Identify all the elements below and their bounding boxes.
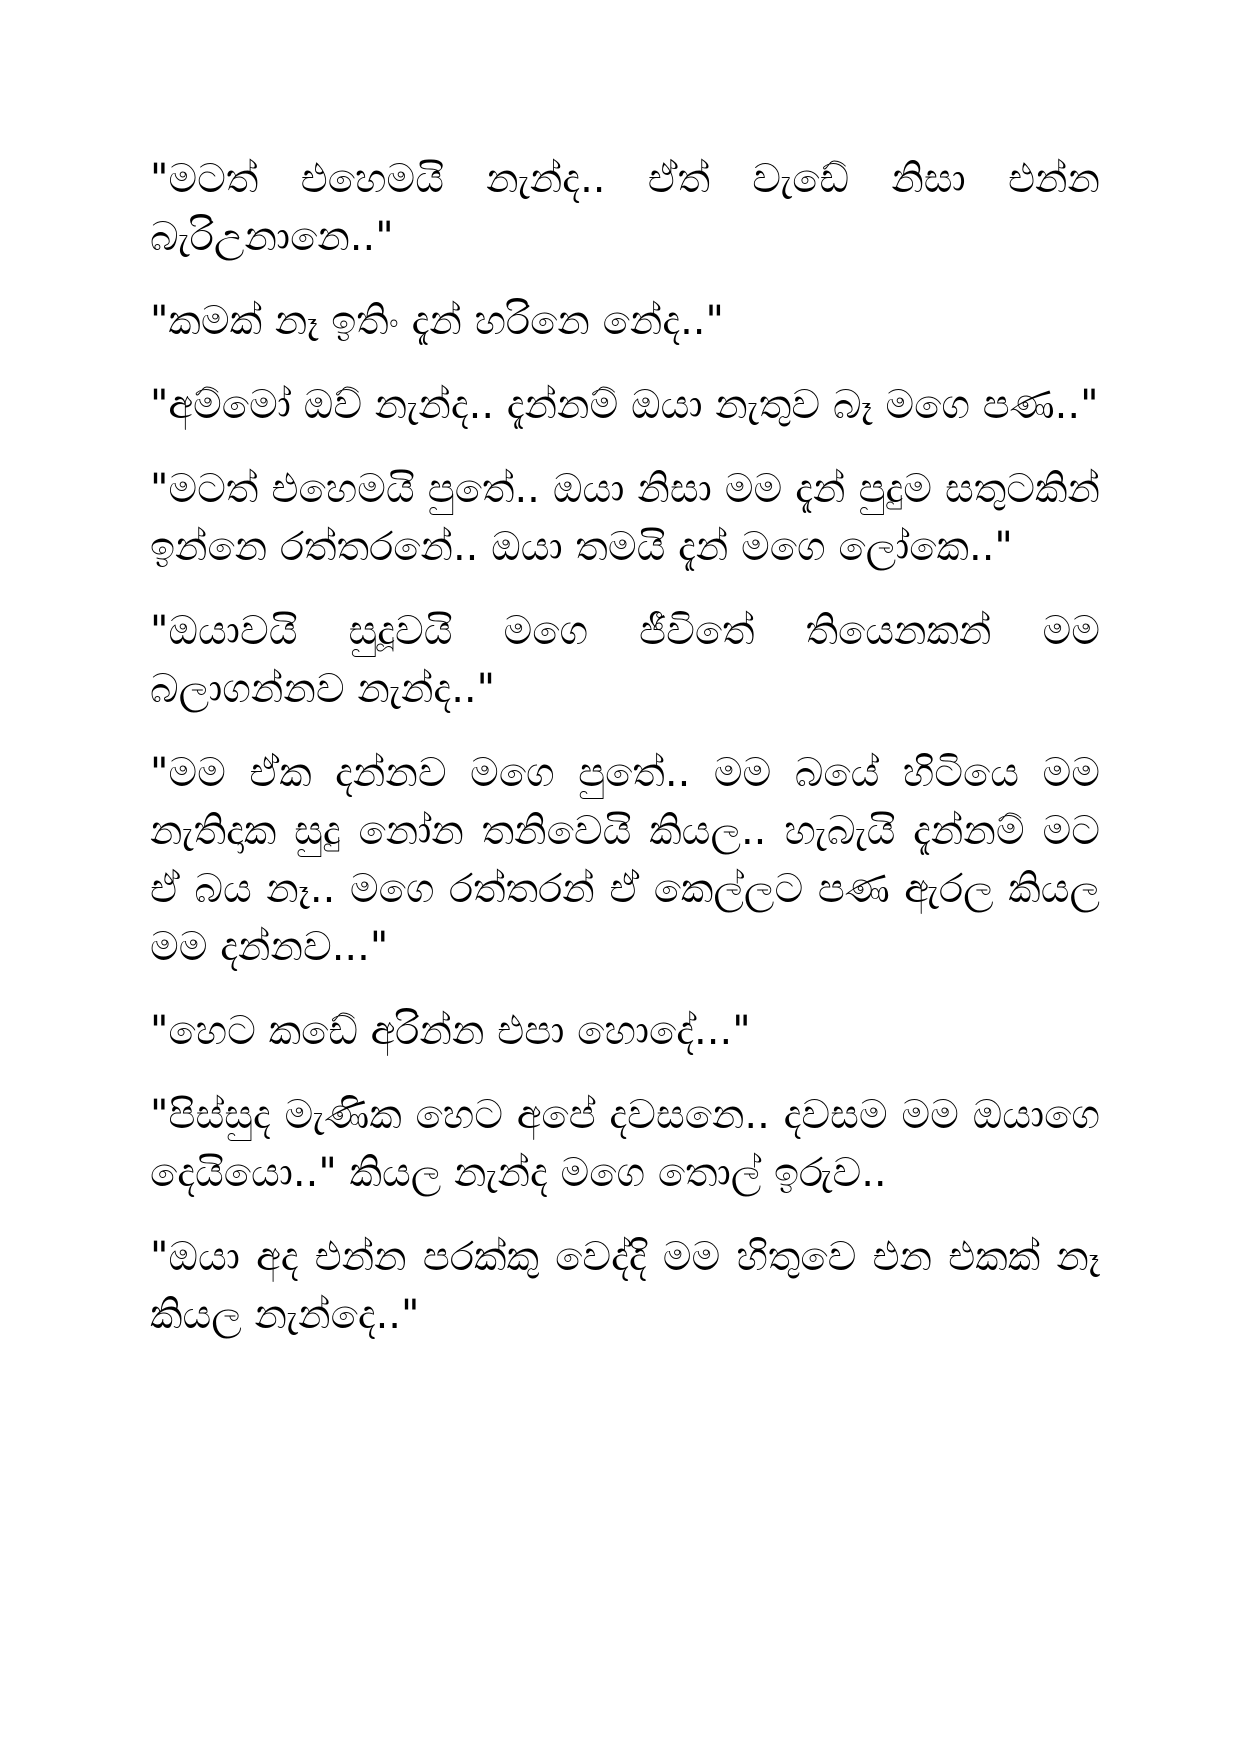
paragraph-9: "ඔයා අද එන්න පරක්කු වෙද්දි මම හිතුවෙ එන එකක් නෑ කියල නැන්දෙ.." <box>150 1234 1100 1338</box>
document-page <box>150 150 1100 1370</box>
paragraph-1: "මටත් එහෙමයි නැන්ද.. ඒත් වැඩේ නිසා එන්න බැරිඋනානෙ.." <box>150 156 1100 260</box>
paragraph-4: "මටත් එහෙමයි පුතේ.. ඔයා නිසා මම දැන් පුදුම සතුටකින් ඉන්නෙ රත්තරනේ.. ඔයා තමයි දැන් මගෙ ලෝකෙ.." <box>150 466 1100 570</box>
paragraph-2: "කමක් නෑ ඉතිං දැන් හරිනෙ නේද.." <box>150 298 724 344</box>
paragraph-3: "අම්මෝ ඔව් නැන්ද.. දැන්නම් ඔයා නැතුව බෑ මගෙ පණ.." <box>150 382 1099 428</box>
paragraph-7: "හෙට කඩේ අරින්න එපා හොදේ..." <box>150 1008 751 1054</box>
paragraph-5: "ඔයාවයි සුදූවයි මගෙ ජීවිතේ තියෙනකන් මම බලාගන්නව නැන්ද.." <box>150 608 1100 712</box>
paragraph-8: "පිස්සුද මැණික හෙට අපේ දවසනෙ.. දවසම මම ඔයාගෙ දෙයියො.." කියල නැන්ද මගෙ තොල් ඉරුව.. <box>150 1092 1100 1196</box>
paragraph-6: "මම ඒක දන්නව මගෙ පුතේ.. මම බයේ හිටියෙ මම නැතිදාක සුදු නෝන තනිවෙයි කියල.. හැබැයි දැන්නම් මට ඒ බය නෑ.. මගෙ රත්තරන් ඒ කෙල්ලට පණ ඇරල කියල මම දන්නව..." <box>150 750 1100 970</box>
